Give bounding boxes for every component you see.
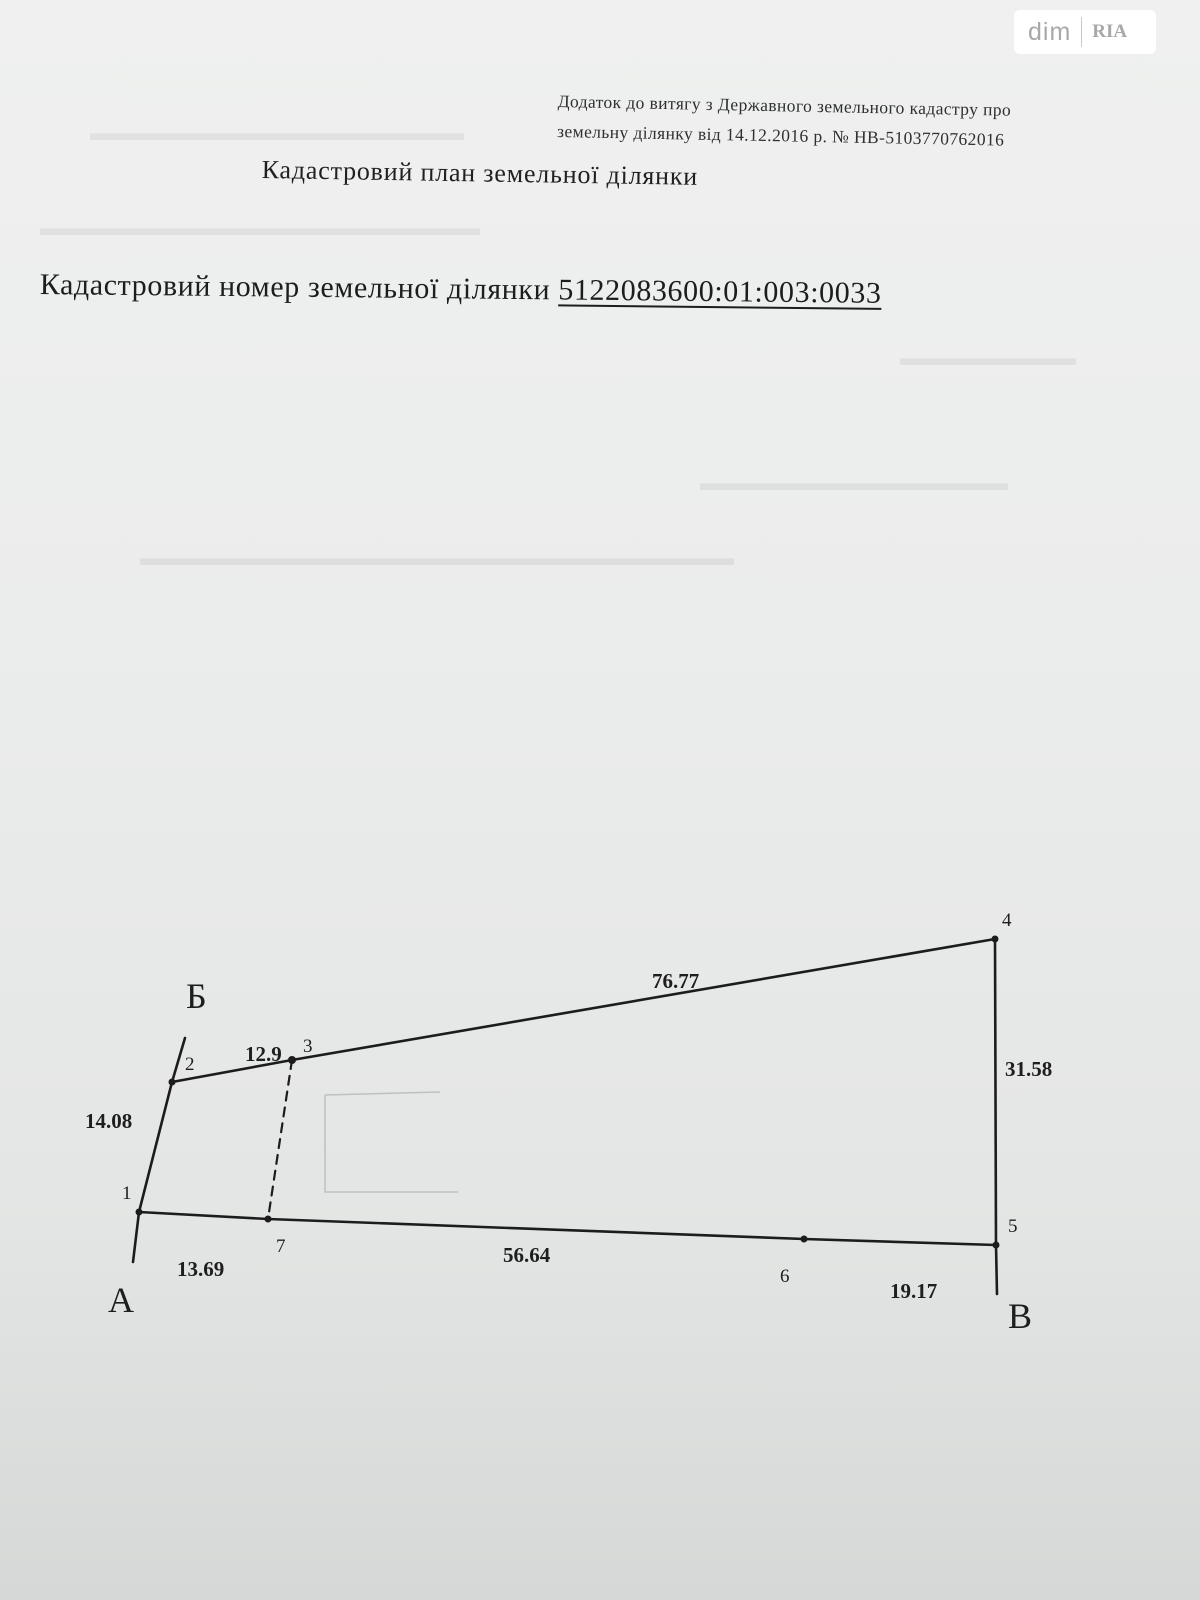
point-label-3: 3 — [303, 1036, 313, 1057]
length-label-4-5: 31.58 — [1005, 1057, 1053, 1081]
marker-line-b — [172, 1038, 185, 1082]
marker-line-v — [996, 1245, 997, 1294]
vertex-6 — [801, 1236, 808, 1243]
vertex-3 — [288, 1056, 296, 1064]
length-label-7-1: 13.69 — [177, 1257, 225, 1281]
internal-dashed-line-3-7 — [268, 1060, 292, 1219]
point-label-6: 6 — [780, 1266, 790, 1287]
annex-note-line-1: Додаток до витягу з Державного земельного кадастру про — [557, 90, 1012, 120]
point-label-7: 7 — [276, 1236, 286, 1257]
length-label-5-6: 19.17 — [890, 1279, 938, 1303]
cadastral-number-value: 5122083600:01:003:0033 — [558, 273, 882, 310]
vertex-1 — [136, 1209, 143, 1216]
plan-title: Кадастровий план земельної ділянки — [261, 155, 699, 191]
boundary-4-5 — [995, 939, 996, 1245]
cadastral-number-label: Кадастровий номер земельної ділянки — [39, 268, 551, 307]
corner-label-a: А — [108, 1280, 134, 1320]
vertex-7 — [265, 1216, 272, 1223]
annex-note-line-2: земельну ділянку від 14.12.2016 р. № НВ-5103770762016 — [556, 120, 1005, 150]
faint-bleed-rectangle — [325, 1092, 458, 1192]
bleed-through-text: ▬▬▬▬▬▬▬▬▬▬▬▬▬▬▬▬▬▬▬▬▬▬▬▬▬▬▬ — [140, 545, 734, 570]
vertex-5 — [993, 1242, 1000, 1249]
marker-line-a — [133, 1212, 139, 1262]
watermark-ria-logo: RIA — [1092, 21, 1128, 42]
bleed-through-text: ▬▬▬▬▬▬▬▬▬▬▬▬▬▬▬▬▬ — [90, 120, 464, 145]
length-label-2-3: 12.9 — [245, 1042, 282, 1066]
bleed-through-text: ▬▬▬▬▬▬▬▬ — [900, 345, 1076, 370]
point-label-4: 4 — [1002, 910, 1012, 931]
boundary-5-6 — [804, 1239, 996, 1245]
boundary-6-7 — [268, 1219, 804, 1239]
boundary-1-2 — [139, 1082, 172, 1212]
bleed-through-text: ▬▬▬▬▬▬▬▬▬▬▬▬▬▬▬▬▬▬▬▬ — [40, 215, 480, 240]
length-label-1-2: 14.08 — [85, 1109, 133, 1133]
boundary-7-1 — [139, 1212, 268, 1219]
bleed-through-text: ▬▬▬▬▬▬▬▬▬▬▬▬▬▬ — [700, 470, 1008, 495]
vertex-4 — [992, 936, 999, 943]
corner-label-v: В — [1008, 1296, 1033, 1336]
length-label-3-4: 76.77 — [652, 969, 700, 993]
point-label-5: 5 — [1008, 1216, 1018, 1237]
point-label-2: 2 — [185, 1054, 195, 1075]
corner-label-b: Б — [186, 976, 207, 1016]
point-label-1: 1 — [122, 1183, 132, 1204]
vertex-2 — [169, 1079, 176, 1086]
watermark-brand: dim — [1028, 17, 1072, 46]
boundary-3-4 — [292, 939, 995, 1060]
length-label-6-7: 56.64 — [503, 1243, 551, 1267]
